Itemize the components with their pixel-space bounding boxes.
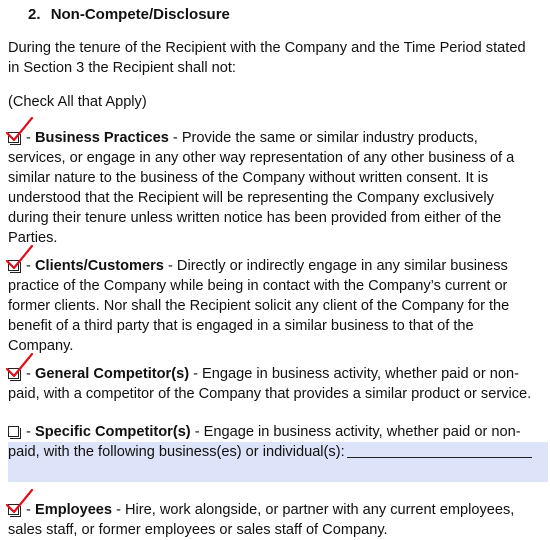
- option-label: Business Practices: [34, 130, 169, 146]
- option-prefix: -: [22, 130, 35, 146]
- checkbox-general-competitors[interactable]: [8, 368, 19, 379]
- section-number: 2.: [28, 6, 41, 23]
- option-employees: - Employees - Hire, work alongside, or partner with any current employees, sales staff, or former employees or sales staff of Company.: [8, 500, 550, 540]
- checkbox-clients-customers[interactable]: [8, 260, 19, 271]
- section-heading: [28, 6, 230, 24]
- checkbox-business-practices[interactable]: [8, 132, 19, 143]
- option-prefix: -: [22, 366, 35, 382]
- option-general-competitors: - General Competitor(s) - Engage in business activity, whether paid or non- paid, with a competitor of the Company that provides a similar product or service.: [8, 364, 550, 404]
- option-prefix: -: [22, 424, 35, 440]
- competitor-name-field-extra[interactable]: [8, 462, 548, 482]
- red-checkmark-icon: [5, 115, 35, 145]
- option-label: Employees: [34, 502, 113, 518]
- option-label: General Competitor(s): [34, 366, 190, 382]
- option-label: Specific Competitor(s): [34, 424, 191, 440]
- intro-paragraph: [8, 38, 550, 78]
- intro-line: During the tenure of the Recipient with the Company and the Time Period stated: [8, 40, 526, 56]
- checkbox-employees[interactable]: [8, 504, 19, 515]
- section-title: Non-Compete/Disclosure: [50, 6, 230, 23]
- option-prefix: -: [22, 258, 35, 274]
- checkbox-specific-competitors[interactable]: [8, 426, 19, 437]
- option-label: Clients/Customers: [34, 258, 164, 274]
- competitor-name-field[interactable]: [347, 443, 532, 458]
- instruction-text: (Check All that Apply): [8, 94, 147, 110]
- option-specific-competitors: - Specific Competitor(s) - Engage in business activity, whether paid or non- paid, with the following business(es) or individual(s):: [8, 422, 550, 462]
- option-prefix: -: [22, 502, 35, 518]
- red-checkmark-icon: [5, 243, 35, 273]
- intro-line: in Section 3 the Recipient shall not:: [8, 60, 236, 76]
- option-clients-customers: - Clients/Customers - Directly or indirectly engage in any similar business practice of the Company while being in contact with the Company’s current or former clients. Nor shall the Recipient solicit any client of the Company for the benefit of a third party that is engaged in a similar business to that of the Company.: [8, 256, 550, 356]
- red-checkmark-icon: [5, 487, 35, 517]
- option-business-practices: - Business Practices - Provide the same or similar industry products, services, or engage in any other way representation of any other business of a similar nature to the business of the Company without written consent. It is understood that the Recipient will be representing the Company exclusively during their tenure unless written notice has been provided from either of the Parties.: [8, 128, 550, 248]
- red-checkmark-icon: [5, 351, 35, 381]
